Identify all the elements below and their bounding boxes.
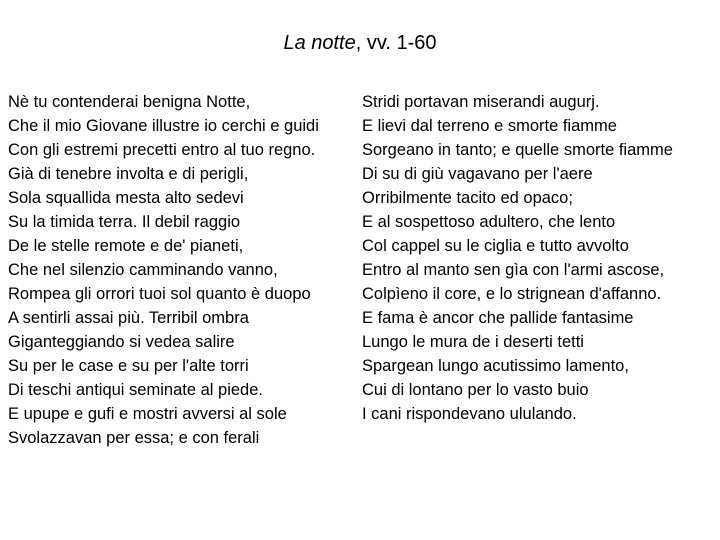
slide-title: [0, 30, 720, 56]
verse-line: E al sospettoso adultero, che lento: [362, 213, 616, 231]
verse-line: Sola squallida mesta alto sedevi: [8, 189, 244, 207]
verse-line: Su per le case e su per l'alte torri: [8, 357, 249, 375]
verse-line: Svolazzavan per essa; e con ferali: [8, 429, 260, 447]
verse-line: Entro al manto sen gìa con l'armi ascose,: [362, 261, 665, 279]
verse-line: Giganteggiando si vedea salire: [8, 333, 235, 351]
verse-line: Di teschi antiqui seminate al piede.: [8, 381, 263, 399]
verse-line: Già di tenebre involta e di perigli,: [8, 165, 249, 183]
verse-line: Stridi portavan miserandi augurj.: [362, 93, 600, 111]
verse-line: Su la timida terra. Il debil raggio: [8, 213, 241, 231]
poem-title: La notte: [283, 32, 356, 54]
verse-line: Che il mio Giovane illustre io cerchi e guidi: [8, 117, 319, 135]
verse-line: Colpìeno il core, e lo strignean d'affanno.: [362, 285, 662, 303]
verse-line: Lungo le mura de i deserti tetti: [362, 333, 584, 351]
verse-range: , vv. 1-60: [355, 32, 437, 54]
verse-line: Col cappel su le ciglia e tutto avvolto: [362, 237, 629, 255]
verse-line: E fama è ancor che pallide fantasime: [362, 309, 634, 327]
verse-line: Rompea gli orrori tuoi sol quanto è duopo: [8, 285, 311, 303]
verse-line: Sorgeano in tanto; e quelle smorte fiamme: [362, 141, 673, 159]
verse-line: A sentirli assai più. Terribil ombra: [8, 309, 249, 327]
verse-line: Cui di lontano per lo vasto buio: [362, 381, 589, 399]
verse-line: E lievi dal terreno e smorte fiamme: [362, 117, 617, 135]
verse-line: I cani rispondevano ululando.: [362, 405, 577, 423]
verse-line: Orribilmente tacito ed opaco;: [362, 189, 573, 207]
verse-line: De le stelle remote e de' pianeti,: [8, 237, 244, 255]
verse-line: Di su di giù vagavano per l'aere: [362, 165, 593, 183]
verse-line: E upupe e gufi e mostri avversi al sole: [8, 405, 287, 423]
right-verse-column: [362, 90, 718, 426]
verse-line: Spargean lungo acutissimo lamento,: [362, 357, 629, 375]
verse-line: Nè tu contenderai benigna Notte,: [8, 93, 251, 111]
left-verse-column: [8, 90, 360, 450]
verse-line: Con gli estremi precetti entro al tuo regno.: [8, 141, 316, 159]
verse-line: Che nel silenzio camminando vanno,: [8, 261, 278, 279]
